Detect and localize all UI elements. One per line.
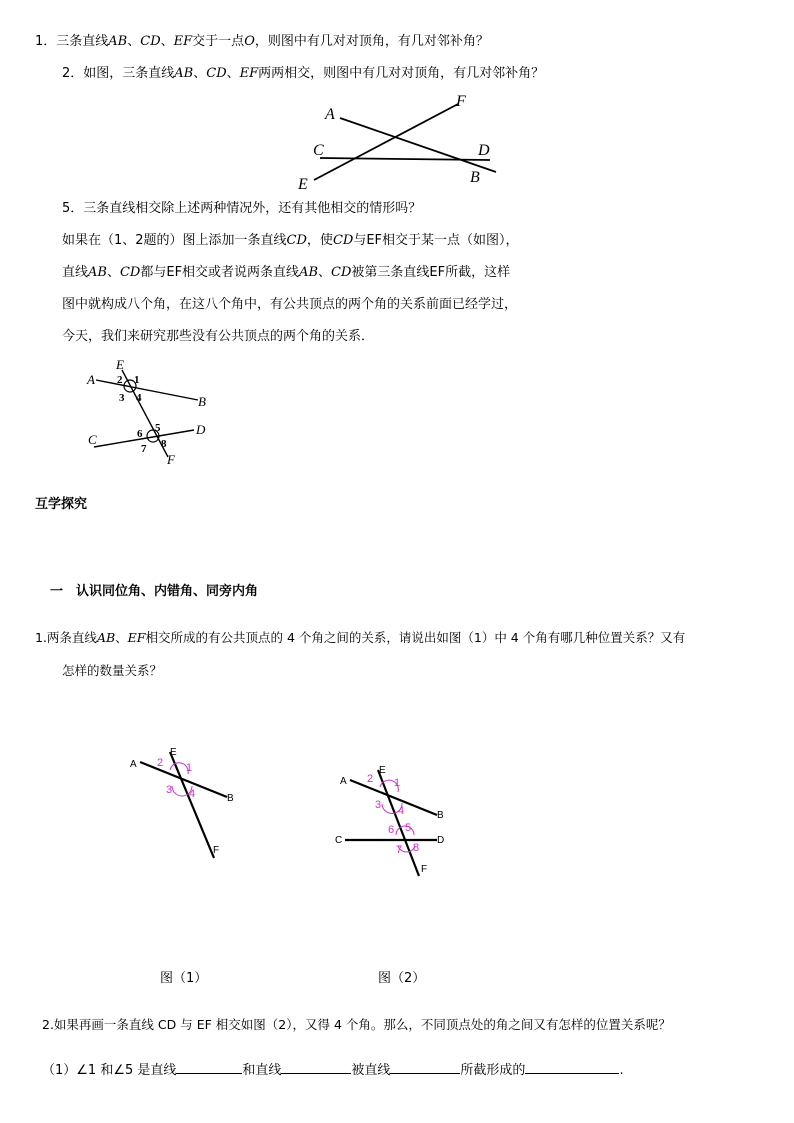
angle-2: 2 bbox=[157, 757, 164, 769]
label-E: E bbox=[379, 765, 386, 776]
label-B: B bbox=[437, 810, 444, 821]
angle-1: 1 bbox=[186, 762, 193, 774]
angle-3: 3 bbox=[166, 784, 173, 796]
part-2-sub-question-1: （1）∠1 和∠5 是直线 和直线 被直线 所截形成的 . bbox=[42, 1063, 624, 1078]
label-F: F bbox=[421, 864, 428, 875]
label-E: E bbox=[298, 176, 308, 193]
question-5-line-2: 如果在（1、2题的）图上添加一条直线CD，使CD与EF相交于某一点（如图）， bbox=[62, 233, 519, 248]
label-A: A bbox=[340, 776, 347, 787]
label-A: A bbox=[325, 106, 335, 123]
label-E: E bbox=[170, 747, 177, 758]
part-1-question-line-1: 1.两条直线AB、EF相交所成的有公共顶点的 4 个角之间的关系，请说出如图（1）中 4 个角有哪几种位置关系？又有 bbox=[35, 630, 686, 645]
answer-blank-2[interactable] bbox=[281, 1061, 351, 1074]
label-B: B bbox=[470, 169, 480, 186]
angle-1: 1 bbox=[134, 374, 140, 386]
angle-4: 4 bbox=[136, 392, 142, 404]
question-5-line-3: 直线AB、CD都与EF相交或者说两条直线AB、CD被第三条直线EF所截，这样 bbox=[62, 265, 511, 280]
label-D: D bbox=[478, 142, 490, 159]
figure-2-caption: 图（2） bbox=[378, 971, 426, 986]
angle-6: 6 bbox=[137, 428, 143, 440]
question-1: 1．三条直线AB、CD、EF交于一点O，则图中有几对对顶角，有几对邻补角？ bbox=[35, 34, 489, 49]
label-D: D bbox=[437, 835, 445, 846]
answer-blank-1[interactable] bbox=[176, 1061, 242, 1074]
label-C: C bbox=[313, 142, 324, 159]
label-F: F bbox=[167, 452, 175, 467]
answer-blank-3[interactable] bbox=[390, 1061, 460, 1074]
label-A: A bbox=[87, 372, 95, 387]
label-C: C bbox=[335, 835, 343, 846]
label-A: A bbox=[130, 759, 137, 770]
figure-1-caption: 图（1） bbox=[160, 971, 208, 986]
angle-5: 5 bbox=[405, 822, 412, 834]
angle-8: 8 bbox=[413, 842, 420, 854]
angle-5: 5 bbox=[155, 422, 161, 434]
angle-7: 7 bbox=[141, 443, 147, 455]
label-F: F bbox=[456, 93, 466, 110]
question-2: 2．如图，三条直线AB、CD、EF两两相交，则图中有几对对顶角，有几对邻补角？ bbox=[62, 66, 545, 81]
part-1-title: 一 认识同位角、内错角、同旁内角 bbox=[50, 584, 259, 599]
angle-1: 1 bbox=[394, 777, 401, 789]
part-1-question-line-2: 怎样的数量关系？ bbox=[62, 663, 163, 678]
label-B: B bbox=[227, 793, 234, 804]
part-2-question: 2.如果再画一条直线 CD 与 EF 相交如图（2），又得 4 个角。那么，不同顶点处的角之间又有怎样的位置关系呢？ bbox=[42, 1017, 671, 1032]
angle-6: 6 bbox=[388, 824, 395, 836]
label-F: F bbox=[213, 845, 220, 856]
angle-2: 2 bbox=[117, 374, 123, 386]
question-5-line-5: 今天，我们来研究那些没有公共顶点的两个角的关系． bbox=[62, 329, 375, 344]
angle-4: 4 bbox=[189, 788, 196, 800]
label-E: E bbox=[116, 357, 124, 372]
label-C: C bbox=[88, 432, 97, 447]
angle-7: 7 bbox=[396, 844, 403, 856]
label-D: D bbox=[196, 422, 206, 437]
angle-3: 3 bbox=[119, 392, 125, 404]
angle-2: 2 bbox=[367, 773, 374, 785]
answer-blank-4[interactable] bbox=[525, 1061, 619, 1074]
angle-4: 4 bbox=[398, 805, 405, 817]
question-5-line-1: 5．三条直线相交除上述两种情况外，还有其他相交的情形吗？ bbox=[62, 201, 422, 216]
angle-8: 8 bbox=[161, 438, 167, 450]
angle-3: 3 bbox=[375, 799, 382, 811]
label-B: B bbox=[198, 394, 206, 409]
section-title: 互学探究 bbox=[35, 497, 88, 512]
question-5-line-4: 图中就构成八个角，在这八个角中，有公共顶点的两个角的关系前面已经学过， bbox=[62, 297, 518, 312]
